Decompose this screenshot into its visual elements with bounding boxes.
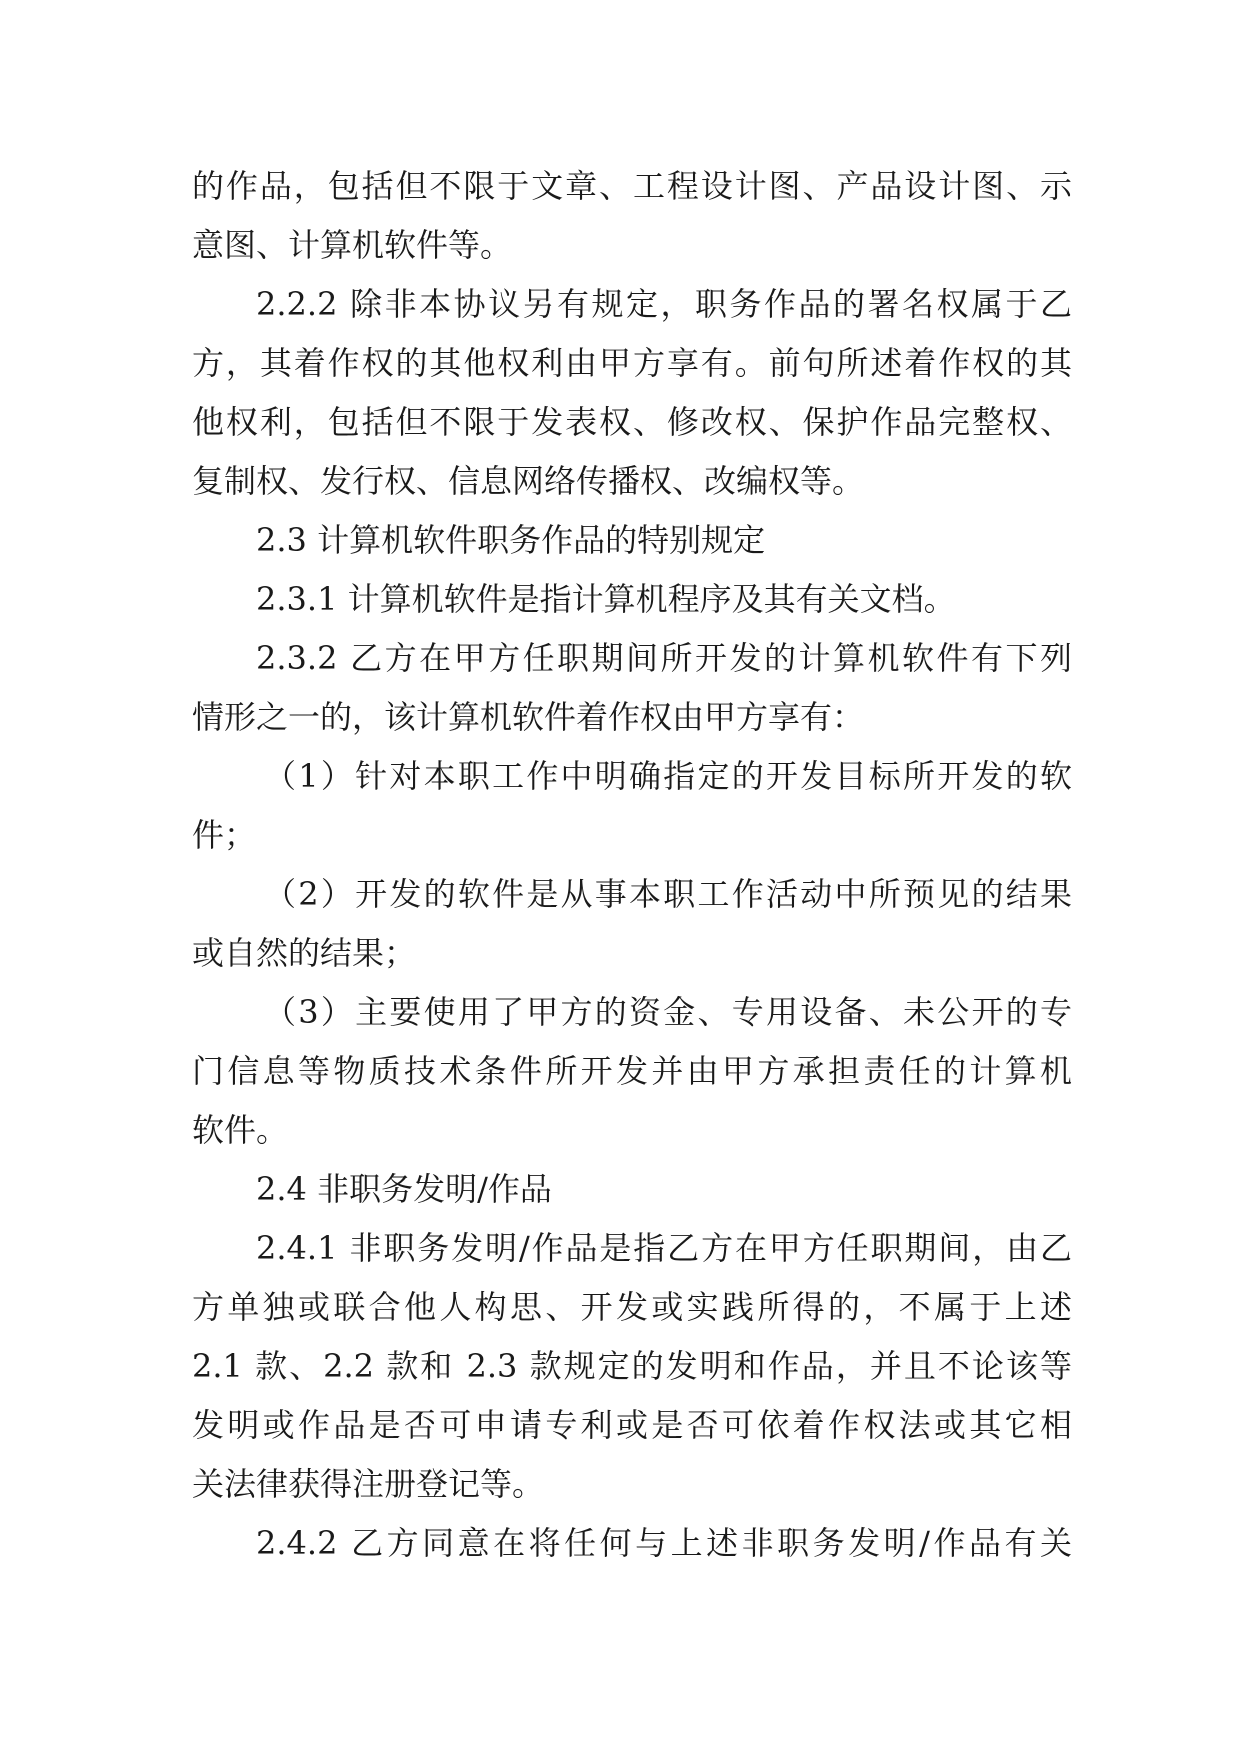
- document-body: [192, 157, 1072, 1573]
- text-line: 软件。: [192, 1111, 289, 1149]
- text-line: 的作品，包括但不限于文章、工程设计图、产品设计图、示: [192, 167, 1072, 205]
- clause-2-3-1: 2.3.1 计算机软件是指计算机程序及其有关文档。: [256, 580, 956, 618]
- list-item-2: （2）开发的软件是从事本职工作活动中所预见的结果: [264, 875, 1072, 913]
- text-line: 复制权、发行权、信息网络传播权、改编权等。: [192, 462, 865, 500]
- section-heading-2-3: 2.3 计算机软件职务作品的特别规定: [256, 521, 766, 559]
- text-line: 件；: [192, 816, 257, 854]
- text-line: 方单独或联合他人构思、开发或实践所得的，不属于上述: [192, 1288, 1072, 1326]
- clause-2-4-2: 2.4.2 乙方同意在将任何与上述非职务发明/作品有关: [256, 1524, 1072, 1562]
- clause-2-3-2: 2.3.2 乙方在甲方任职期间所开发的计算机软件有下列: [256, 639, 1072, 677]
- text-line: 情形之一的，该计算机软件着作权由甲方享有：: [192, 698, 865, 736]
- text-line: 或自然的结果；: [192, 934, 417, 972]
- text-line: 意图、计算机软件等。: [192, 226, 513, 264]
- section-heading-2-4: 2.4 非职务发明/作品: [256, 1170, 552, 1208]
- list-item-1: （1）针对本职工作中明确指定的开发目标所开发的软: [264, 757, 1072, 795]
- text-line: 门信息等物质技术条件所开发并由甲方承担责任的计算机: [192, 1052, 1072, 1090]
- text-line: 关法律获得注册登记等。: [192, 1465, 545, 1503]
- clause-2-2-2: 2.2.2 除非本协议另有规定，职务作品的署名权属于乙: [256, 285, 1072, 323]
- text-line: 他权利，包括但不限于发表权、修改权、保护作品完整权、: [192, 403, 1072, 441]
- text-line: 发明或作品是否可申请专利或是否可依着作权法或其它相: [192, 1406, 1072, 1444]
- list-item-3: （3）主要使用了甲方的资金、专用设备、未公开的专: [264, 993, 1072, 1031]
- text-line: 方，其着作权的其他权利由甲方享有。前句所述着作权的其: [192, 344, 1072, 382]
- text-line: 2.1 款、2.2 款和 2.3 款规定的发明和作品，并且不论该等: [192, 1347, 1072, 1385]
- clause-2-4-1: 2.4.1 非职务发明/作品是指乙方在甲方任职期间，由乙: [256, 1229, 1072, 1267]
